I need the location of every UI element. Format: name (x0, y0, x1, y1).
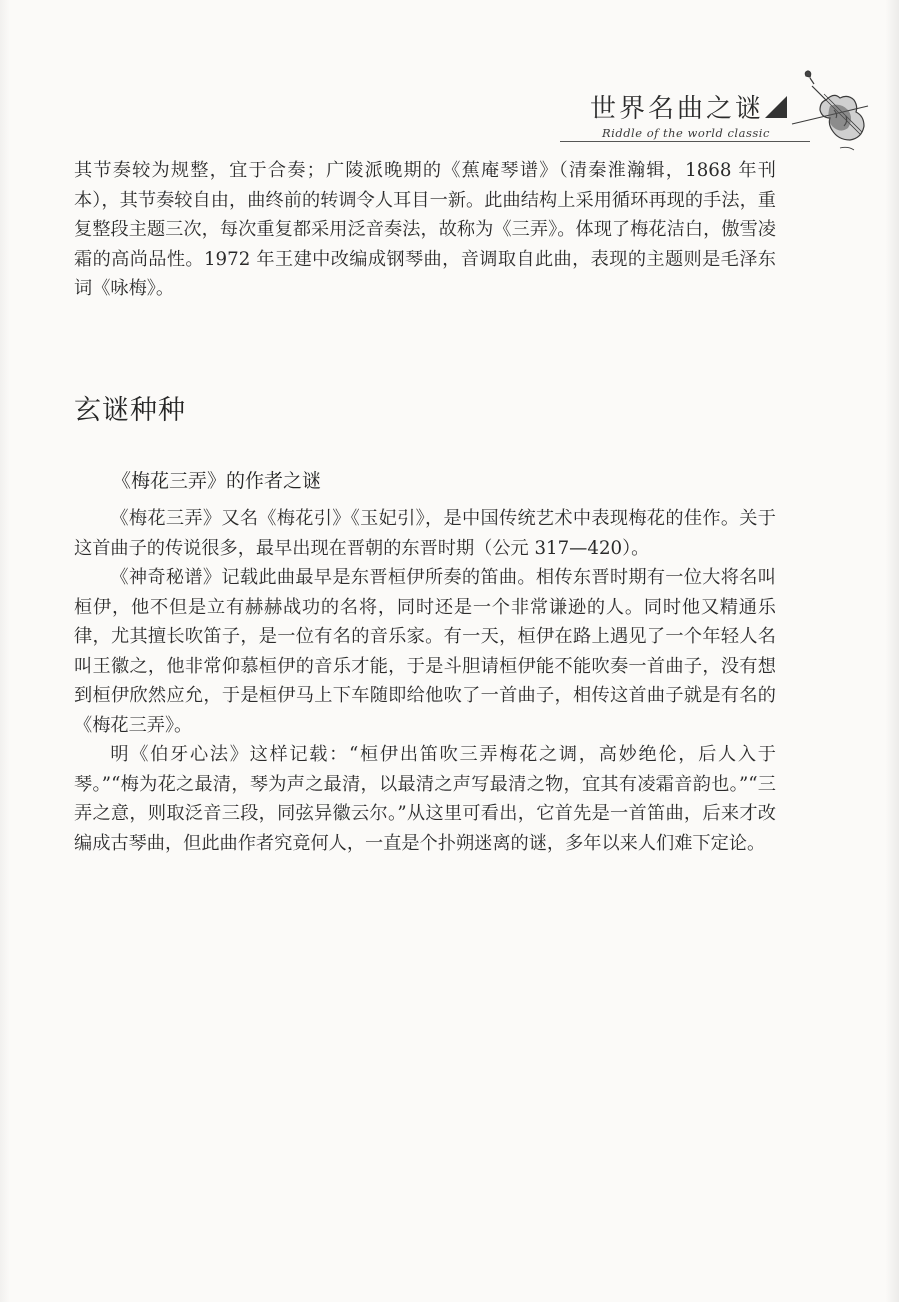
paragraph-3: 明《伯牙心法》这样记载：“桓伊出笛吹三弄梅花之调，高妙绝伦，后人入于琴。”“梅为花之最清，琴为声之最清，以最清之声写最清之物，宜其有凌霜音韵也。”“三弄之意，则取泛音三段，同弦异徽云尔。”从这里可看出，它首先是一首笛曲，后来才改编成古琴曲，但此曲作者究竟何人，一直是个扑朔迷离的谜，多年以来人们难下定论。 (74, 744, 776, 854)
header-rule (560, 141, 810, 142)
body-text (74, 504, 776, 858)
subheading: 《梅花三弄》的作者之谜 (112, 470, 322, 492)
section-heading: 玄谜种种 (74, 395, 186, 426)
violin-icon (782, 66, 872, 162)
continued-paragraph: 其节奏较为规整，宜于合奏；广陵派晚期的《蕉庵琴谱》（清秦淮瀚辑，1868 年刊本），其节奏较自由，曲终前的转调令人耳目一新。此曲结构上采用循环再现的手法，重复整段主题三次，每次重复都采用泛音奏法，故称为《三弄》。体现了梅花洁白，傲雪凌霜的高尚品性。1972 年王建中改编成钢琴曲，音调取自此曲，表现的主题则是毛泽东词《咏梅》。 (74, 160, 776, 299)
paragraph-2: 《神奇秘谱》记载此曲最早是东晋桓伊所奏的笛曲。相传东晋时期有一位大将名叫桓伊，他不但是立有赫赫战功的名将，同时还是一个非常谦逊的人。同时他又精通乐律，尤其擅长吹笛子，是一位有名的音乐家。有一天，桓伊在路上遇见了一个年轻人名叫王徽之，他非常仰慕桓伊的音乐才能，于是斗胆请桓伊能不能吹奏一首曲子，没有想到桓伊欣然应允，于是桓伊马上下车随即给他吹了一首曲子，相传这首曲子就是有名的《梅花三弄》。 (74, 567, 776, 736)
page-edge-shadow-right (885, 0, 899, 1302)
continued-paragraph-block (74, 156, 776, 304)
header-title: 世界名曲之谜 (590, 94, 765, 124)
running-header (560, 66, 880, 166)
paragraph-1: 《梅花三弄》又名《梅花引》《玉妃引》，是中国传统艺术中表现梅花的佳作。关于这首曲子的传说很多，最早出现在晋朝的东晋时期（公元 317—420）。 (74, 508, 776, 559)
page-edge-shadow-left (0, 0, 10, 1302)
header-subtitle: Riddle of the world classic (602, 126, 770, 140)
